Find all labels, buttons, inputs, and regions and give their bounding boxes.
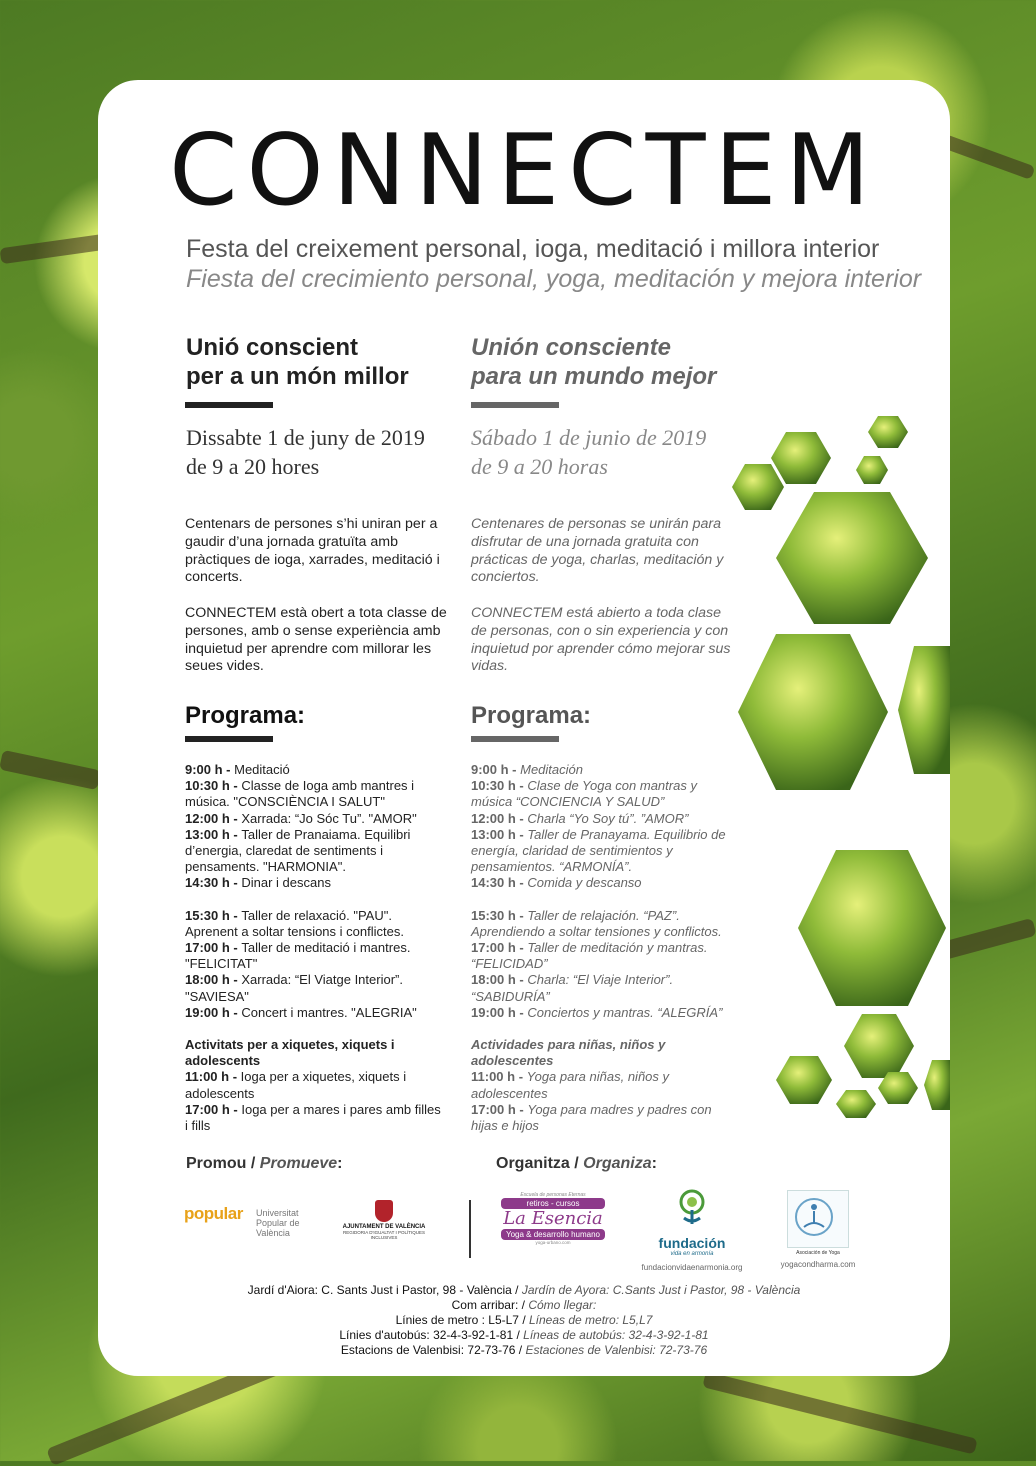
schedule-item: 17:00 h - Ioga per a mares i pares amb filles i fills — [185, 1101, 441, 1134]
sponsor-divider — [469, 1200, 471, 1258]
footer-line: Jardí d'Aiora: C. Sants Just i Pastor, 98 - València / Jardín de Ayora: C.Sants Just i Pastor, 98 - València — [247, 1283, 801, 1297]
hexagon-leaf — [924, 1060, 950, 1110]
schedule-item: 12:00 h - Xarrada: “Jo Sóc Tu”. "AMOR" — [185, 810, 417, 826]
schedule-ca — [185, 762, 447, 1134]
branch — [702, 1371, 978, 1454]
hexagon-leaf — [738, 634, 888, 790]
organitza-label: Organitza / Organiza: — [496, 1155, 657, 1172]
programa-heading-es: Programa: — [471, 702, 592, 729]
schedule-item: 17:00 h - Taller de meditació i mantres. "FELICITAT" — [185, 940, 411, 972]
schedule-item: 10:30 h - Classe de Ioga amb mantres i música. "CONSCIÈNCIA I SALUT" — [185, 778, 415, 810]
hexagon-leaf — [868, 416, 908, 448]
hexagon-leaf — [856, 456, 888, 484]
footer-line: Com arribar: / Cómo llegar: — [451, 1298, 597, 1312]
slogan-es — [471, 333, 716, 391]
schedule-item: 18:00 h - Xarrada: “El Viatge Interior”. "SAVIESA" — [185, 972, 403, 1004]
schedule-item: 11:00 h - Ioga per a xiquetes, xiquets i adolescents — [185, 1069, 407, 1101]
footer-info — [98, 1283, 950, 1358]
poster-card — [98, 80, 950, 1376]
tree-icon — [672, 1188, 712, 1228]
yoga-con-dharma-logo: Asociación de Yoga yogacondharma.com — [772, 1190, 864, 1269]
kids-heading-ca: Activitats per a xiquetes, xiquets i adolescents — [185, 1037, 395, 1069]
hexagon-leaf — [844, 1014, 914, 1078]
divider-bar — [471, 402, 559, 408]
subtitle-ca: Festa del creixement personal, ioga, meditació i millora interior — [186, 235, 880, 263]
date-es-line2: de 9 a 20 horas — [471, 454, 608, 479]
date-ca — [186, 423, 425, 481]
hexagon-leaf — [798, 850, 946, 1006]
divider-bar — [185, 402, 273, 408]
hexagon-leaf — [776, 492, 928, 624]
schedule-item: 12:00 h - Charla “Yo Soy tú”. ”AMOR” — [471, 810, 689, 826]
slogan-ca — [186, 333, 409, 391]
programa-heading-ca: Programa: — [185, 702, 306, 729]
hexagon-leaf — [836, 1090, 876, 1118]
promou-label: Promou / Promueve: — [186, 1155, 343, 1172]
schedule-item: 14:30 h - Dinar i descans — [185, 875, 331, 891]
ajuntament-valencia-logo: AJUNTAMENT DE VALÈNCIA REGIDORIA D'IGUALTAT I POLÍTIQUES INCLUSIVES — [334, 1200, 434, 1240]
schedule-item: 14:30 h - Comida y descanso — [471, 875, 642, 891]
kids-heading-es: Actividades para niñas, niños y adolescentes — [471, 1037, 666, 1069]
schedule-item: 13:00 h - Taller de Pranaiama. Equilibri d’energia, claredat de sentiments i pensaments. "HARMONIA". — [185, 826, 411, 875]
universitat-popular-logo: popular Universitat Popular de València — [184, 1204, 300, 1238]
schedule-es — [471, 762, 733, 1134]
divider-bar — [471, 736, 559, 742]
date-es-line1: Sábado 1 de junio de 2019 — [471, 425, 707, 450]
schedule-item: 9:00 h - Meditación — [471, 762, 583, 777]
branch — [0, 750, 101, 790]
schedule-item: 19:00 h - Conciertos y mantras. “ALEGRÍA” — [471, 1004, 723, 1020]
hexagon-leaf — [898, 646, 950, 774]
intro-ca-1: Centenars de persones s’hi uniran per a gaudir d’una jornada gratuïta amb pràctiques de ioga, xarrades, meditació i concerts. — [185, 516, 440, 586]
meditation-icon — [787, 1190, 849, 1248]
schedule-item: 17:00 h - Yoga para madres y padres con hijas e hijos — [471, 1101, 712, 1134]
intro-es-1: Centenares de personas se unirán para disfrutar de una jornada gratuita con prácticas de yoga, charlas, meditación y conciertos. — [471, 516, 724, 586]
slogan-ca-line1: Unió conscient — [186, 334, 359, 361]
fundacion-vida-armonia-logo: fundación vida en armonía fundacionvidaenarmonia.org — [630, 1188, 754, 1272]
date-ca-line1: Dissabte 1 de juny de 2019 — [186, 425, 425, 450]
crest-icon — [375, 1200, 393, 1222]
subtitle-es: Fiesta del crecimiento personal, yoga, meditación y mejora interior — [186, 265, 922, 293]
footer-line: Línies d'autobús: 32-4-3-92-1-81 / Líneas de autobús: 32-4-3-92-1-81 — [339, 1328, 709, 1342]
schedule-item: 19:00 h - Concert i mantres. "ALEGRIA" — [185, 1004, 417, 1020]
intro-es-2: CONNECTEM está abierto a toda clase de personas, con o sin experiencia y con inquietud por aprender cómo mejorar sus vidas. — [471, 605, 731, 675]
branch — [941, 134, 1036, 180]
date-es — [471, 423, 706, 481]
schedule-item: 13:00 h - Taller de Pranayama. Equilibrio de energía, claridad de sentimientos y pensamientos. “ARMONÍA”. — [471, 826, 726, 875]
intro-ca-2: CONNECTEM està obert a tota classe de persones, amb o sense experiència amb inquietud per aprendre com millorar les seues vides. — [185, 605, 447, 675]
footer-line: Estacions de Valenbisi: 72-73-76 / Estaciones de Valenbisi: 72-73-76 — [340, 1343, 708, 1357]
slogan-es-line2: para un mundo mejor — [471, 363, 717, 390]
hexagon-leaf — [771, 432, 831, 484]
la-esencia-logo: Escuela de personas Eternas retiros - cursos La Esencia Yoga & desarrollo humano yoga-urbano.com — [501, 1192, 605, 1245]
footer-line: Línies de metro : L5-L7 / Líneas de metro: L5,L7 — [395, 1313, 653, 1327]
schedule-item: 17:00 h - Taller de meditación y mantras. “FELICIDAD” — [471, 940, 708, 972]
slogan-es-line1: Unión consciente — [471, 334, 672, 361]
event-title: CONNECTEM — [169, 114, 879, 228]
schedule-item: 11:00 h - Yoga para niñas, niños y adolescentes — [471, 1069, 670, 1101]
branch — [939, 918, 1036, 960]
slogan-ca-line2: per a un món millor — [186, 363, 409, 390]
schedule-item: 15:30 h - Taller de relajación. “PAZ”. Aprendiendo a soltar tensiones y conflictos. — [471, 907, 722, 939]
hexagon-leaf — [732, 464, 784, 510]
date-ca-line2: de 9 a 20 hores — [186, 454, 320, 479]
hexagon-decoration — [718, 410, 950, 1150]
schedule-item: 15:30 h - Taller de relaxació. "PAU". Aprenent a soltar tensions i conflictes. — [185, 907, 404, 939]
schedule-item: 18:00 h - Charla: “El Viaje Interior”. “SABIDURÍA” — [471, 972, 674, 1004]
divider-bar — [185, 736, 273, 742]
hexagon-leaf — [776, 1056, 832, 1104]
schedule-item: 10:30 h - Clase de Yoga con mantras y música “CONCIENCIA Y SALUD” — [471, 778, 697, 810]
schedule-item: 9:00 h - Meditació — [185, 762, 290, 777]
